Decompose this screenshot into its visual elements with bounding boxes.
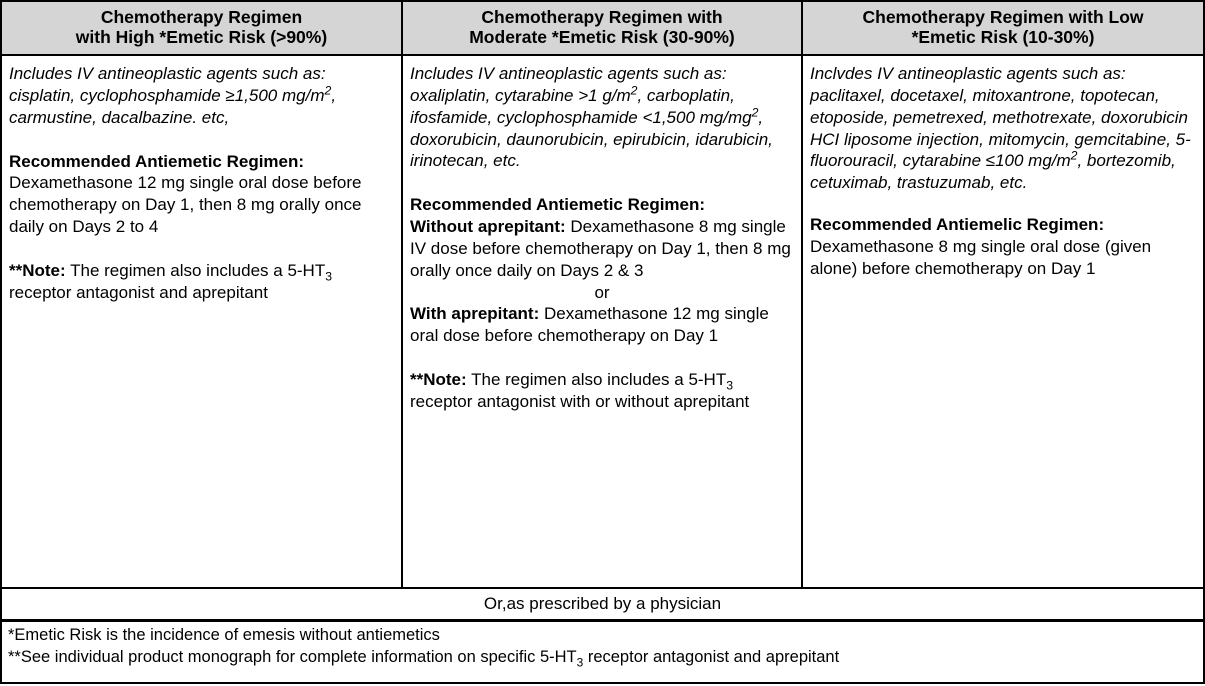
high-risk-regimen-body: Dexamethasone 12 mg single oral dose before chemotherapy on Day 1, then 8 mg orally once daily on Days 2 to 4 — [9, 173, 362, 237]
moderate-risk-agents-superscript-2: 2 — [751, 105, 759, 120]
moderate-risk-note-text-a: The regimen also includes a 5-HT — [466, 370, 727, 390]
low-risk-regimen-body: Dexamethasone 8 mg single oral dose (given alone) before chemotherapy on Day 1 — [810, 236, 1152, 278]
spacer — [410, 172, 794, 194]
low-risk-agents-suffix: , bortezomib, cetuximab, trastuzumab, etc. — [810, 151, 1176, 193]
spacer — [410, 347, 794, 369]
cell-moderate-risk — [403, 56, 803, 587]
high-risk-agents-text — [9, 63, 394, 129]
spacer — [9, 129, 394, 151]
low-risk-agents-superscript: 2 — [1070, 148, 1078, 163]
spacer — [9, 238, 394, 260]
column-header-moderate-risk-line2: Moderate *Emetic Risk (30-90%) — [469, 27, 735, 47]
moderate-risk-regimen-heading: Recommended Antiemetic Regimen: — [410, 195, 706, 215]
column-header-moderate-risk — [403, 2, 803, 54]
high-risk-note-text-b: receptor antagonist and aprepitant — [9, 282, 268, 302]
moderate-risk-note-label: Note: — [423, 370, 467, 390]
moderate-risk-with-body: Dexamethasone 12 mg single oral dose before chemotherapy on Day 1 — [410, 304, 769, 346]
high-risk-note-label: Note: — [22, 260, 66, 280]
column-header-high-risk — [2, 2, 403, 54]
moderate-risk-without-body: Dexamethasone 8 mg single IV dose before chemotherapy on Day 1, then 8 mg orally once daily on Days 2 & 3 — [410, 217, 791, 280]
table-header-row — [0, 0, 1205, 56]
moderate-risk-or-label: or — [594, 282, 610, 302]
high-risk-note-text-a: The regimen also includes a 5-HT — [65, 260, 326, 280]
high-risk-agents-suffix: , carmustine, dacalbazine. etc, — [9, 85, 337, 127]
moderate-risk-agents-prefix: Includes IV antineoplastic agents such as: oxaliplatin, cytarabine >1 g/m — [410, 64, 727, 105]
footnote-emetic-risk: *Emetic Risk is the incidence of emesis without antiemetics — [8, 626, 440, 644]
moderate-risk-agents-mid: , carboplatin, ifosfamide, cyclophosphamide <1,500 mg/mg — [410, 85, 752, 127]
moderate-risk-note-text-b: receptor antagonist with or without aprepitant — [410, 391, 750, 411]
physician-row — [0, 589, 1205, 622]
moderate-risk-with-text — [410, 303, 794, 347]
moderate-risk-agents-text — [410, 63, 794, 172]
high-risk-agents-superscript: 2 — [324, 83, 332, 98]
column-header-low-risk — [803, 2, 1203, 54]
moderate-risk-regimen-heading-text — [410, 194, 794, 281]
high-risk-note-stars: ** — [9, 260, 23, 280]
moderate-risk-agents-suffix: , doxorubicin, daunorubicin, epirubicin, idarubicin, irinotecan, etc. — [410, 107, 773, 171]
moderate-risk-note-subscript: 3 — [726, 378, 734, 393]
cell-low-risk — [803, 56, 1203, 587]
moderate-risk-note — [410, 369, 794, 413]
moderate-risk-with-label: With aprepitant: — [410, 304, 540, 324]
column-header-low-risk-line1: Chemotherapy Regimen with Low — [862, 7, 1144, 28]
low-risk-agents-text — [810, 63, 1196, 194]
footnote-monograph-text-b: receptor antagonist and aprepitant — [583, 647, 840, 666]
footnote-monograph — [8, 647, 1197, 669]
column-header-high-risk-line2: with High *Emetic Risk (>90%) — [75, 27, 328, 47]
footnotes-row — [0, 622, 1205, 684]
footnote-monograph-text-a: **See individual product monograph for complete information on specific 5-HT — [8, 647, 577, 666]
high-risk-note — [9, 260, 394, 304]
moderate-risk-without-label: Without aprepitant: — [410, 217, 566, 237]
high-risk-regimen-text — [9, 151, 394, 238]
moderate-risk-note-stars: ** — [410, 370, 424, 390]
physician-row-text: Or,as prescribed by a physician — [483, 594, 722, 613]
high-risk-agents-prefix: Includes IV antineoplastic agents such as: cisplatin, cyclophosphamide ≥1,500 mg/m — [9, 64, 326, 105]
column-header-high-risk-line1: Chemotherapy Regimen — [100, 7, 303, 28]
high-risk-regimen-heading: Recommended Antiemetic Regimen: — [9, 151, 305, 171]
table-body-row — [0, 56, 1205, 589]
spacer — [810, 194, 1196, 214]
high-risk-note-subscript: 3 — [325, 269, 333, 284]
column-header-moderate-risk-line1: Chemotherapy Regimen with — [481, 7, 723, 28]
footnote-monograph-subscript: 3 — [576, 655, 584, 670]
column-header-low-risk-line2: *Emetic Risk (10-30%) — [911, 27, 1095, 47]
cell-high-risk — [2, 56, 403, 587]
low-risk-regimen-heading: Recommended Antiemelic Regimen: — [810, 215, 1105, 235]
low-risk-regimen-text — [810, 214, 1196, 280]
low-risk-agents-prefix: Inclvdes IV antineoplastic agents such as: paclitaxel, docetaxel, mitoxantrone, topotecan, etoposide, pemetrexed, methotrexate, doxorubicin HCI liposome injection, mitomycin, gemcitabine, 5-fluorouracil, cytarabine ≤100 mg/m — [810, 64, 1191, 171]
moderate-risk-agents-superscript-1: 2 — [630, 83, 638, 98]
